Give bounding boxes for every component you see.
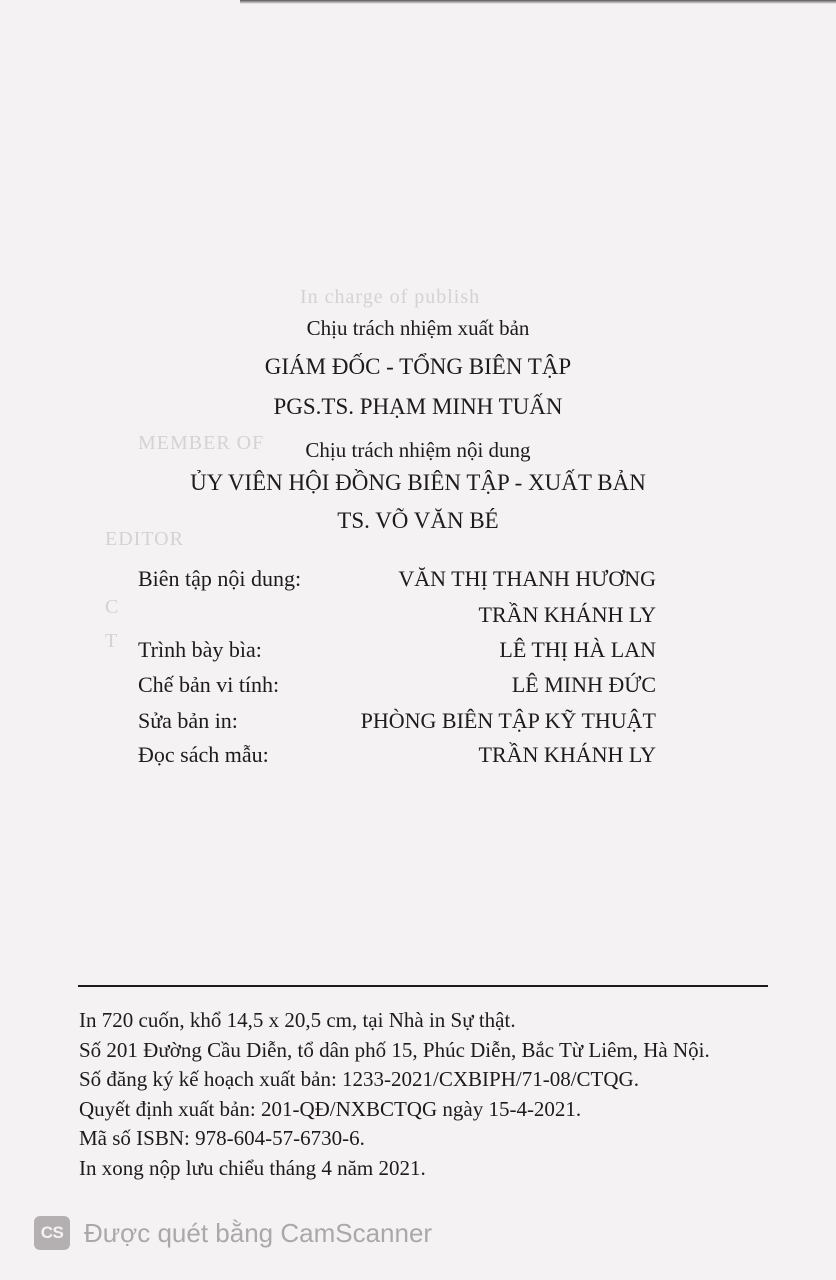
imprint-block [79, 1006, 710, 1183]
imprint-line-deposit: In xong nộp lưu chiểu tháng 4 năm 2021. [79, 1155, 426, 1180]
imprint-line-print-run: In 720 cuốn, khổ 14,5 x 20,5 cm, tại Nhà in Sự thật. [79, 1008, 516, 1032]
council-name: TS. VÕ VĂN BÉ [337, 508, 499, 533]
bleed-through-text: MEMBER OF [138, 432, 265, 454]
credit-value-content-editor-2: TRẦN KHÁNH LY [478, 602, 656, 627]
imprint-line-isbn: Mã số ISBN: 978-604-57-6730-6. [79, 1126, 365, 1150]
content-responsibility-label: Chịu trách nhiệm nội dung [305, 438, 531, 462]
credit-label-cover-design: Trình bày bìa: [138, 637, 262, 662]
page-edge-shadow [240, 0, 836, 4]
camscanner-watermark [34, 1215, 432, 1251]
credit-label-typesetting: Chế bản vi tính: [138, 672, 280, 697]
imprint-line-address: Số 201 Đường Cầu Diễn, tổ dân phố 15, Phúc Diễn, Bắc Từ Liêm, Hà Nội. [79, 1037, 710, 1062]
credit-label-content-editor: Biên tập nội dung: [138, 566, 302, 591]
credit-value-proofreading: PHÒNG BIÊN TẬP KỸ THUẬT [360, 708, 656, 733]
credit-value-typesetting: LÊ MINH ĐỨC [511, 672, 656, 697]
imprint-line-registration: Số đăng ký kế hoạch xuất bản: 1233-2021/CXBIPH/71-08/CTQG. [79, 1067, 639, 1091]
camscanner-text: Được quét bằng CamScanner [84, 1217, 433, 1248]
publish-responsibility-label: Chịu trách nhiệm xuất bản [306, 316, 530, 340]
director-name: PGS.TS. PHẠM MINH TUẤN [273, 394, 563, 419]
credit-label-proofreading: Sửa bản in: [138, 708, 238, 733]
bleed-through-text: T [105, 630, 119, 652]
divider-rule [78, 985, 768, 987]
imprint-line-decision: Quyết định xuất bản: 201-QĐ/NXBCTQG ngày 15-4-2021. [79, 1096, 582, 1121]
director-title: GIÁM ĐỐC - TỔNG BIÊN TẬP [264, 354, 572, 379]
credit-value-content-editor: VĂN THỊ THANH HƯƠNG [398, 566, 656, 591]
bleed-through-text: In charge of publish [300, 286, 481, 308]
bleed-through-text: EDITOR [105, 528, 184, 550]
camscanner-logo-icon: CS [34, 1216, 70, 1250]
credit-value-sample-reader: TRẦN KHÁNH LY [478, 742, 656, 767]
bleed-through-text: C [105, 596, 120, 618]
council-title: ỦY VIÊN HỘI ĐỒNG BIÊN TẬP - XUẤT BẢN [190, 470, 646, 495]
credit-label-sample-reader: Đọc sách mẫu: [138, 742, 269, 767]
credit-value-cover-design: LÊ THỊ HÀ LAN [499, 637, 656, 662]
